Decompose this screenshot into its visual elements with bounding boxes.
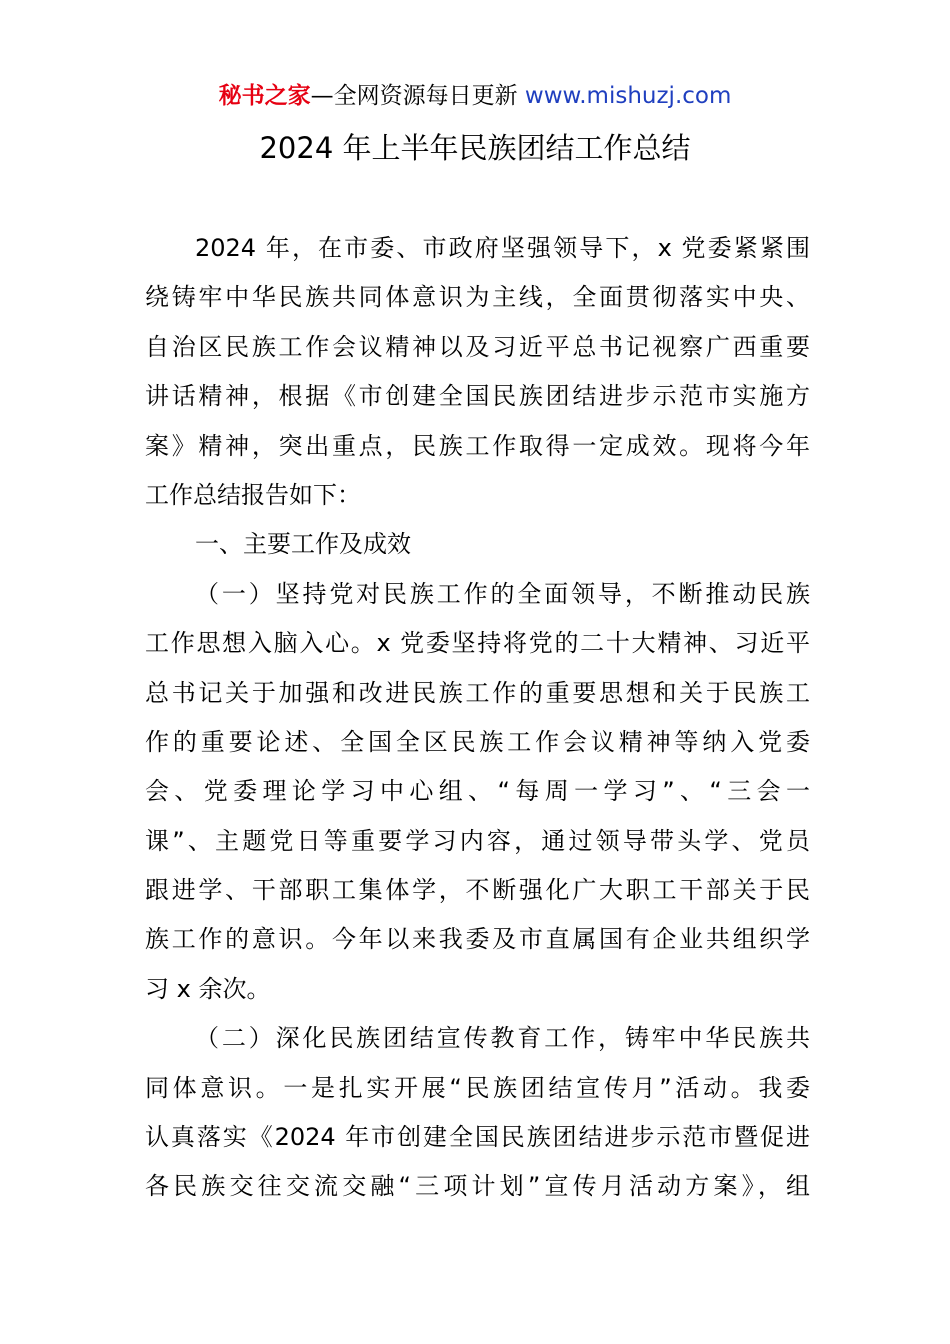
paragraph-line: 2024 年，在市委、市政府坚强领导下，x 党委紧紧围 xyxy=(195,234,810,262)
paragraph-line: 课”、主题党日等重要学习内容，通过领导带头学、党员 xyxy=(145,826,810,855)
paragraph-line: 族工作的意识。今年以来我委及市直属国有企业共组织学 xyxy=(145,925,810,954)
paragraph-line: （一）坚持党对民族工作的全面领导，不断推动民族 xyxy=(195,579,810,608)
site-url[interactable]: www.mishuzj.com xyxy=(524,83,732,109)
paragraph-line: 跟进学、干部职工集体学，不断强化广大职工干部关于民 xyxy=(145,876,810,905)
site-tagline: —全网资源每日更新 xyxy=(310,83,525,109)
document-title: 2024 年上半年民族团结工作总结 xyxy=(259,131,691,165)
paragraph-line: 案》精神，突出重点，民族工作取得一定成效。现将今年 xyxy=(145,431,810,460)
paragraph-line: 工作思想入脑入心。x 党委坚持将党的二十大精神、习近平 xyxy=(145,629,810,658)
paragraph-line: 习 x 余次。 xyxy=(145,974,271,1003)
paragraph-line: 总书记关于加强和改进民族工作的重要思想和关于民族工 xyxy=(145,678,810,707)
paragraph-line: 认真落实《2024 年市创建全国民族团结进步示范市暨促进 xyxy=(145,1123,810,1152)
paragraph-line: 会、党委理论学习中心组、“每周一学习”、“三会一 xyxy=(145,777,810,806)
section-heading: 一、主要工作及成效 xyxy=(195,530,411,559)
paragraph-line: 同体意识。一是扎实开展“民族团结宣传月”活动。我委 xyxy=(145,1073,810,1102)
paragraph-line: 讲话精神，根据《市创建全国民族团结进步示范市实施方 xyxy=(145,382,810,411)
document-body xyxy=(145,224,810,1212)
site-brand: 秘书之家 xyxy=(218,83,311,109)
watermark-header xyxy=(0,80,950,112)
paragraph-line: 工作总结报告如下： xyxy=(145,480,361,509)
paragraph-line: （二）深化民族团结宣传教育工作，铸牢中华民族共 xyxy=(195,1024,810,1053)
paragraph-line: 自治区民族工作会议精神以及习近平总书记视察广西重要 xyxy=(145,332,810,361)
paragraph-line: 各民族交往交流交融“三项计划”宣传月活动方案》，组 xyxy=(145,1172,810,1201)
paragraph-line: 绕铸牢中华民族共同体意识为主线，全面贯彻落实中央、 xyxy=(145,283,810,312)
paragraph-line: 作的重要论述、全国全区民族工作会议精神等纳入党委 xyxy=(145,727,810,756)
